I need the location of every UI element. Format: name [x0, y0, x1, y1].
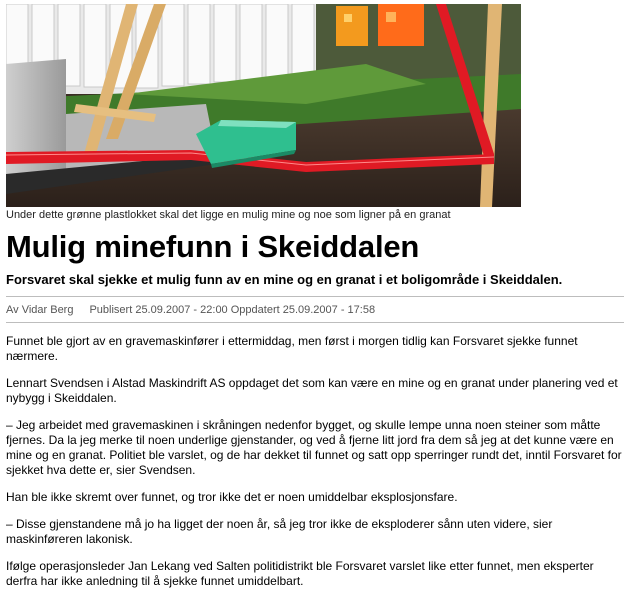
paragraph: Han ble ikke skremt over funnet, og tror ikke det er noen umiddelbar eksplosjonsfare.	[6, 490, 458, 504]
paragraph: – Jeg arbeidet med gravemaskinen i skråningen nedenfor bygget, og skulle lempe unna noen steiner som måtte fjernes. Da la jeg merke til noen underlige gjenstander, og ved å fjerne litt jord fra dem så jeg at det kunne være en mine og en granat. Politiet ble varslet, og de har dekket til funnet og satt opp sperringer rundt det, inntil Forsvaret for sjekket hva dette er, sier Svendsen.	[6, 418, 622, 477]
byline-updated: Oppdatert 25.09.2007 - 17:58	[230, 304, 376, 316]
article-photo	[6, 4, 521, 207]
paragraph: Lennart Svendsen i Alstad Maskindrift AS oppdaget det som kan være en mine og en granat under planering ved et nybygg i Skeiddalen.	[6, 376, 618, 405]
paragraph: Funnet ble gjort av en gravemaskinfører i ettermiddag, men først i morgen tidlig kan Forsvaret sjekke funnet nærmere.	[6, 334, 578, 363]
photo-caption: Under dette grønne plastlokket skal det ligge en mulig mine og noe som ligner på en granat	[6, 209, 451, 221]
divider-top	[6, 296, 624, 297]
article-lead: Forsvaret skal sjekke et mulig funn av en mine og en granat i et boligområde i Skeiddalen.	[6, 272, 563, 287]
article-body	[6, 334, 626, 601]
byline-author: Av Vidar Berg	[6, 304, 74, 316]
byline-published: Publisert 25.09.2007 - 22:00	[89, 304, 228, 316]
photo-construction-site-icon	[6, 4, 521, 207]
divider-bottom	[6, 322, 624, 323]
byline	[6, 304, 375, 317]
paragraph: – Disse gjenstandene må jo ha ligget der noen år, så jeg tror ikke de eksploderer sånn uten videre, sier maskinføreren lakonisk.	[6, 517, 553, 546]
paragraph: Ifølge operasjonsleder Jan Lekang ved Salten politidistrikt ble Forsvaret varslet like etter funnet, men eksperter derfra har ikke anledning til å sjekke funnet umiddelbart.	[6, 559, 594, 588]
article-headline: Mulig minefunn i Skeiddalen	[6, 229, 420, 264]
